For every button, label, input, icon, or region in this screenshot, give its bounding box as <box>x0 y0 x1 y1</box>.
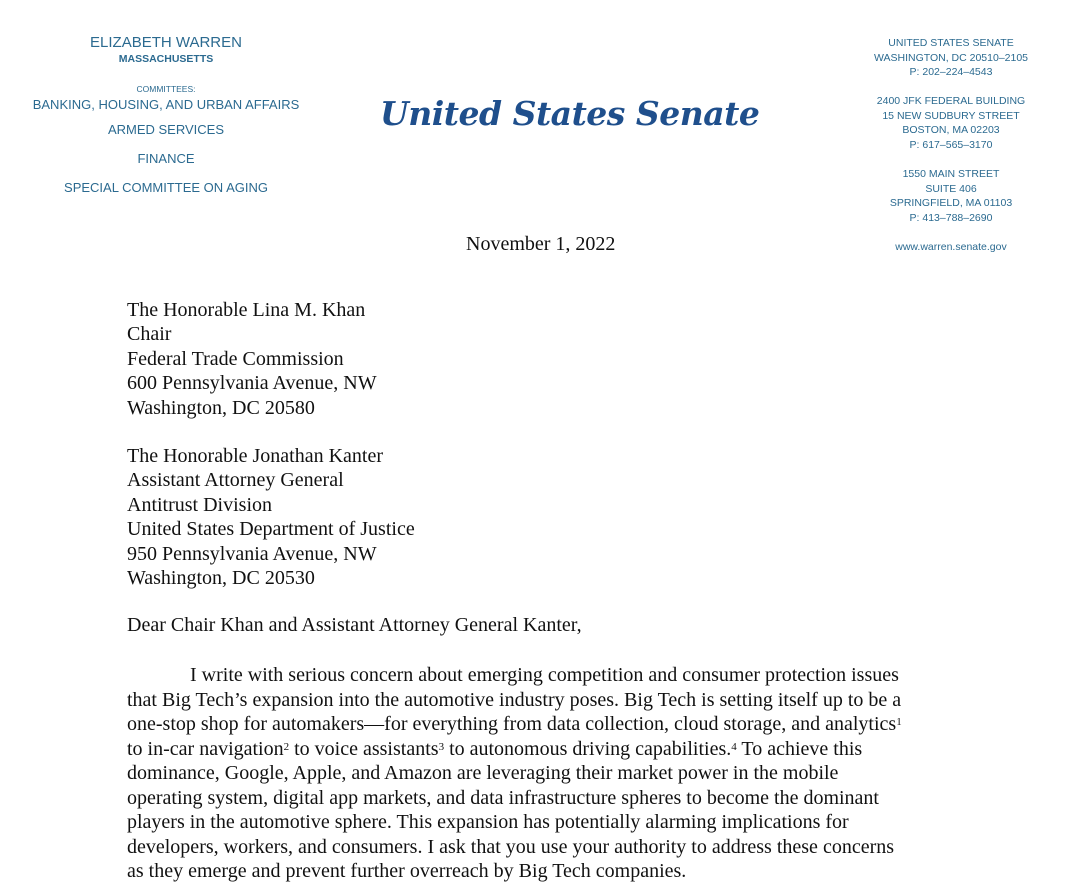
recipient-address-khan <box>127 298 377 420</box>
recipient-address-kanter <box>127 444 415 590</box>
address-line: Assistant Attorney General <box>127 469 344 492</box>
address-line: Washington, DC 20530 <box>127 567 315 590</box>
text: To achieve this <box>736 737 863 760</box>
website-link[interactable]: www.warren.senate.gov <box>895 241 1007 254</box>
footnote-ref[interactable]: 4 <box>731 740 737 753</box>
text: to autonomous driving capabilities. <box>444 737 732 760</box>
senator-letterhead-left <box>20 34 312 202</box>
address-line: 950 Pennsylvania Avenue, NW <box>127 542 377 565</box>
office-line: 2400 JFK FEDERAL BUILDING <box>876 95 1026 108</box>
office-phone: P: 202–224–4543 <box>909 66 993 79</box>
office-springfield <box>850 167 1052 225</box>
office-boston <box>850 94 1052 152</box>
address-line: Antitrust Division <box>127 493 273 516</box>
text: to voice assistants <box>289 737 439 760</box>
paragraph-line: operating system, digital app markets, and data infrastructure spheres to become the dominant <box>127 786 879 809</box>
text: one-stop shop for automakers—for everything from data collection, cloud storage, and analytics <box>127 713 897 735</box>
committee: ARMED SERVICES <box>107 122 225 137</box>
committee: BANKING, HOUSING, AND URBAN AFFAIRS <box>32 97 300 112</box>
paragraph-line: players in the automotive sphere. This expansion has potentially alarming implications for <box>127 811 849 833</box>
senator-name: ELIZABETH WARREN <box>90 34 242 51</box>
senate-title: United States Senate <box>380 94 760 133</box>
paragraph-line <box>127 737 957 762</box>
office-line: SPRINGFIELD, MA 01103 <box>889 197 1013 210</box>
address-line: 600 Pennsylvania Avenue, NW <box>127 372 377 395</box>
office-phone: P: 413–788–2690 <box>909 211 993 224</box>
address-line: The Honorable Lina M. Khan <box>127 299 366 321</box>
letter-date: November 1, 2022 <box>466 233 616 255</box>
committees-label: COMMITTEES: <box>136 84 196 94</box>
office-addresses <box>850 36 1052 255</box>
office-phone: P: 617–565–3170 <box>909 139 993 152</box>
office-line: 1550 MAIN STREET <box>902 168 1000 181</box>
senator-state: MASSACHUSETTS <box>118 53 214 65</box>
footnote-ref[interactable]: 1 <box>896 716 902 728</box>
paragraph-line: dominance, Google, Apple, and Amazon are leveraging their market power in the mobile <box>127 762 839 784</box>
office-line: SUITE 406 <box>925 182 977 195</box>
text: to in-car navigation <box>127 737 284 760</box>
office-line: 15 NEW SUDBURY STREET <box>882 109 1020 122</box>
paragraph-line: that Big Tech’s expansion into the automotive industry poses. Big Tech is setting itself up to be a <box>127 688 902 711</box>
address-line: United States Department of Justice <box>127 518 415 541</box>
footnote-ref[interactable]: 2 <box>283 740 290 753</box>
committee: SPECIAL COMMITTEE ON AGING <box>64 180 268 195</box>
office-dc <box>850 36 1052 80</box>
office-line: BOSTON, MA 02203 <box>902 124 1000 137</box>
salutation: Dear Chair Khan and Assistant Attorney General Kanter, <box>127 614 582 636</box>
address-line: The Honorable Jonathan Kanter <box>127 445 384 467</box>
committee: FINANCE <box>137 151 195 166</box>
paragraph-line: developers, workers, and consumers. I ask that you use your authority to address these concerns <box>127 835 895 858</box>
address-line: Washington, DC 20580 <box>127 396 315 419</box>
paragraph-line: as they emerge and prevent further overreach by Big Tech companies. <box>127 860 687 882</box>
address-line: Chair <box>127 323 172 346</box>
paragraph-line <box>127 712 957 737</box>
office-line: WASHINGTON, DC 20510–2105 <box>873 51 1029 64</box>
footnote-ref[interactable]: 3 <box>438 740 445 753</box>
body-paragraph <box>127 663 957 884</box>
address-line: Federal Trade Commission <box>127 347 344 370</box>
office-line: UNITED STATES SENATE <box>888 37 1014 49</box>
paragraph-line: I write with serious concern about emerging competition and consumer protection issues <box>190 664 899 686</box>
